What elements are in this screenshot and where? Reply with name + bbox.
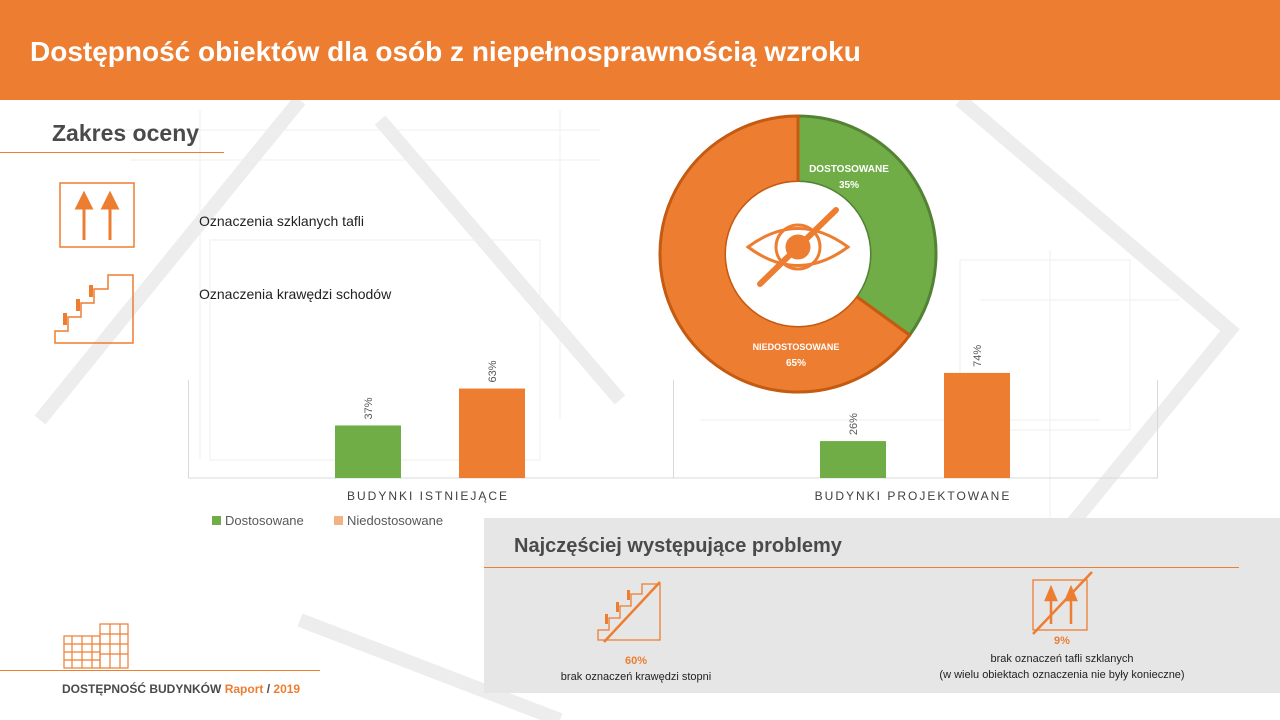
footer-brand <box>62 682 300 696</box>
donut-pct-niedostosowane: 65% <box>785 358 806 369</box>
bar-data-label: 26% <box>848 413 860 436</box>
footer-line <box>0 670 320 671</box>
donut-label-dostosowane: DOSTOSOWANE <box>809 164 889 175</box>
legend-label-niedostosowane: Niedostosowane <box>347 513 444 528</box>
bar-chart-svg <box>188 340 1158 525</box>
bar-chart <box>188 340 1158 525</box>
header-bar <box>0 0 1280 100</box>
scope-underline <box>0 152 224 153</box>
footer-separator: / <box>266 682 271 696</box>
bar-niedostosowane-0 <box>459 389 525 478</box>
footer-year: 2019 <box>273 682 301 696</box>
problem-pct-stairs: 60% <box>624 655 648 667</box>
problems-title: Najczęściej występujące problemy <box>514 535 842 557</box>
category-label-planned: BUDYNKI PROJEKTOWANE <box>814 489 1012 503</box>
legend-label-dostosowane: Dostosowane <box>225 513 304 528</box>
bar-data-label: 63% <box>487 360 499 383</box>
donut-pct-dostosowane: 35% <box>838 180 859 191</box>
crossed-stairs-icon <box>596 580 662 644</box>
problem-pct-glass: 9% <box>1054 635 1070 647</box>
legend-swatch-dostosowane <box>212 516 221 525</box>
legend-item-niedostosowane <box>334 513 443 528</box>
problems-underline <box>484 567 1239 568</box>
donut-label-niedostosowane: NIEDOSTOSOWANE <box>752 342 840 352</box>
category-label-existing: BUDYNKI ISTNIEJĄCE <box>346 489 510 503</box>
legend-swatch-niedostosowane <box>334 516 343 525</box>
stairs-icon <box>54 273 135 345</box>
scope-item-glass: Oznaczenia szklanych tafli <box>199 213 364 229</box>
bar-niedostosowane-1 <box>944 373 1010 478</box>
problems-panel <box>484 518 1280 693</box>
footer-brand-name: DOSTĘPNOŚĆ BUDYNKÓW <box>62 682 222 696</box>
scope-title: Zakres oceny <box>52 120 200 146</box>
bar-data-label: 74% <box>972 344 984 367</box>
scope-item-stairs: Oznaczenia krawędzi schodów <box>199 286 392 302</box>
page-title: Dostępność obiektów dla osób z niepełnosprawnością wzroku <box>30 36 861 67</box>
footer-report: Raport <box>224 682 264 696</box>
problem-text-stairs: brak oznaczeń krawędzi stopni <box>560 671 712 683</box>
problem-text-glass: brak oznaczeń tafli szklanych <box>990 653 1134 665</box>
bar-dostosowane-0 <box>335 425 401 478</box>
bar-data-label: 37% <box>363 397 375 420</box>
glass-pane-arrows-icon <box>59 182 135 248</box>
legend-item-dostosowane <box>212 513 304 528</box>
crossed-glass-pane-icon <box>1028 570 1094 636</box>
bar-dostosowane-1 <box>820 441 886 478</box>
problem-text-glass-note: (w wielu obiektach oznaczenia nie były konieczne) <box>939 669 1185 681</box>
buildings-logo-icon <box>62 620 132 670</box>
